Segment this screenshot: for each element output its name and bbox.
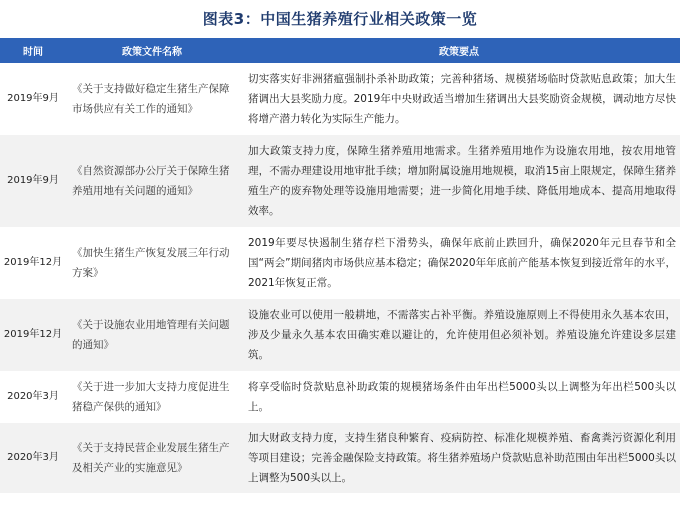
table-row xyxy=(0,63,680,135)
table-row xyxy=(0,135,680,227)
row-time: 2020年3月 xyxy=(0,423,66,493)
page-title: 图表3：中国生猪养殖行业相关政策一览 xyxy=(202,10,478,28)
table-header-row xyxy=(0,38,680,63)
table-row xyxy=(0,227,680,299)
policy-table xyxy=(0,38,680,493)
row-doc: 《关于支持民营企业发展生猪生产及相关产业的实施意见》 xyxy=(66,423,238,493)
row-time: 2019年12月 xyxy=(0,299,66,371)
header-doc: 政策文件名称 xyxy=(66,38,238,63)
row-time: 2020年3月 xyxy=(0,371,66,423)
row-points: 设施农业可以使用一般耕地，不需落实占补平衡。养殖设施原则上不得使用永久基本农田，涉及少量永久基本农田确实难以避让的，允许使用但必须补划。养殖设施允许建设多层建筑。 xyxy=(238,299,680,371)
row-doc: 《关于进一步加大支持力度促进生猪稳产保供的通知》 xyxy=(66,371,238,423)
row-doc: 《加快生猪生产恢复发展三年行动方案》 xyxy=(66,227,238,299)
row-doc: 《自然资源部办公厅关于保障生猪养殖用地有关问题的通知》 xyxy=(66,135,238,227)
row-time: 2019年9月 xyxy=(0,63,66,135)
table-row xyxy=(0,299,680,371)
row-time: 2019年12月 xyxy=(0,227,66,299)
row-doc: 《关于支持做好稳定生猪生产保障市场供应有关工作的通知》 xyxy=(66,63,238,135)
header-time: 时间 xyxy=(0,38,66,63)
row-points: 加大财政支持力度，支持生猪良种繁育、疫病防控、标准化规模养殖、畜禽粪污资源化利用等项目建设；完善金融保险支持政策。将生猪养殖场户贷款贴息补助范围由年出栏5000头以上调整为500头以上。 xyxy=(238,423,680,493)
row-points: 加大政策支持力度，保障生猪养殖用地需求。生猪养殖用地作为设施农用地，按农用地管理，不需办理建设用地审批手续；增加附属设施用地规模，取消15亩上限规定，保障生猪养殖生产的废弃物处理等设施用地需要；进一步简化用地手续、降低用地成本、提高用地取得效率。 xyxy=(238,135,680,227)
row-points: 将享受临时贷款贴息补助政策的规模猪场条件由年出栏5000头以上调整为年出栏500头以上。 xyxy=(238,371,680,423)
row-time: 2019年9月 xyxy=(0,135,66,227)
table-row xyxy=(0,371,680,423)
header-points: 政策要点 xyxy=(238,38,680,63)
row-points: 切实落实好非洲猪瘟强制扑杀补助政策；完善种猪场、规模猪场临时贷款贴息政策；加大生猪调出大县奖励力度。2019年中央财政适当增加生猪调出大县奖励资金规模，调动地方尽快将增产潜力转化为实际生产能力。 xyxy=(238,63,680,135)
row-doc: 《关于设施农业用地管理有关问题的通知》 xyxy=(66,299,238,371)
row-points: 2019年要尽快遏制生猪存栏下滑势头，确保年底前止跌回升，确保2020年元旦春节和全国“两会”期间猪肉市场供应基本稳定；确保2020年年底前产能基本恢复到接近常年的水平，2021年恢复正常。 xyxy=(238,227,680,299)
table-row xyxy=(0,423,680,493)
